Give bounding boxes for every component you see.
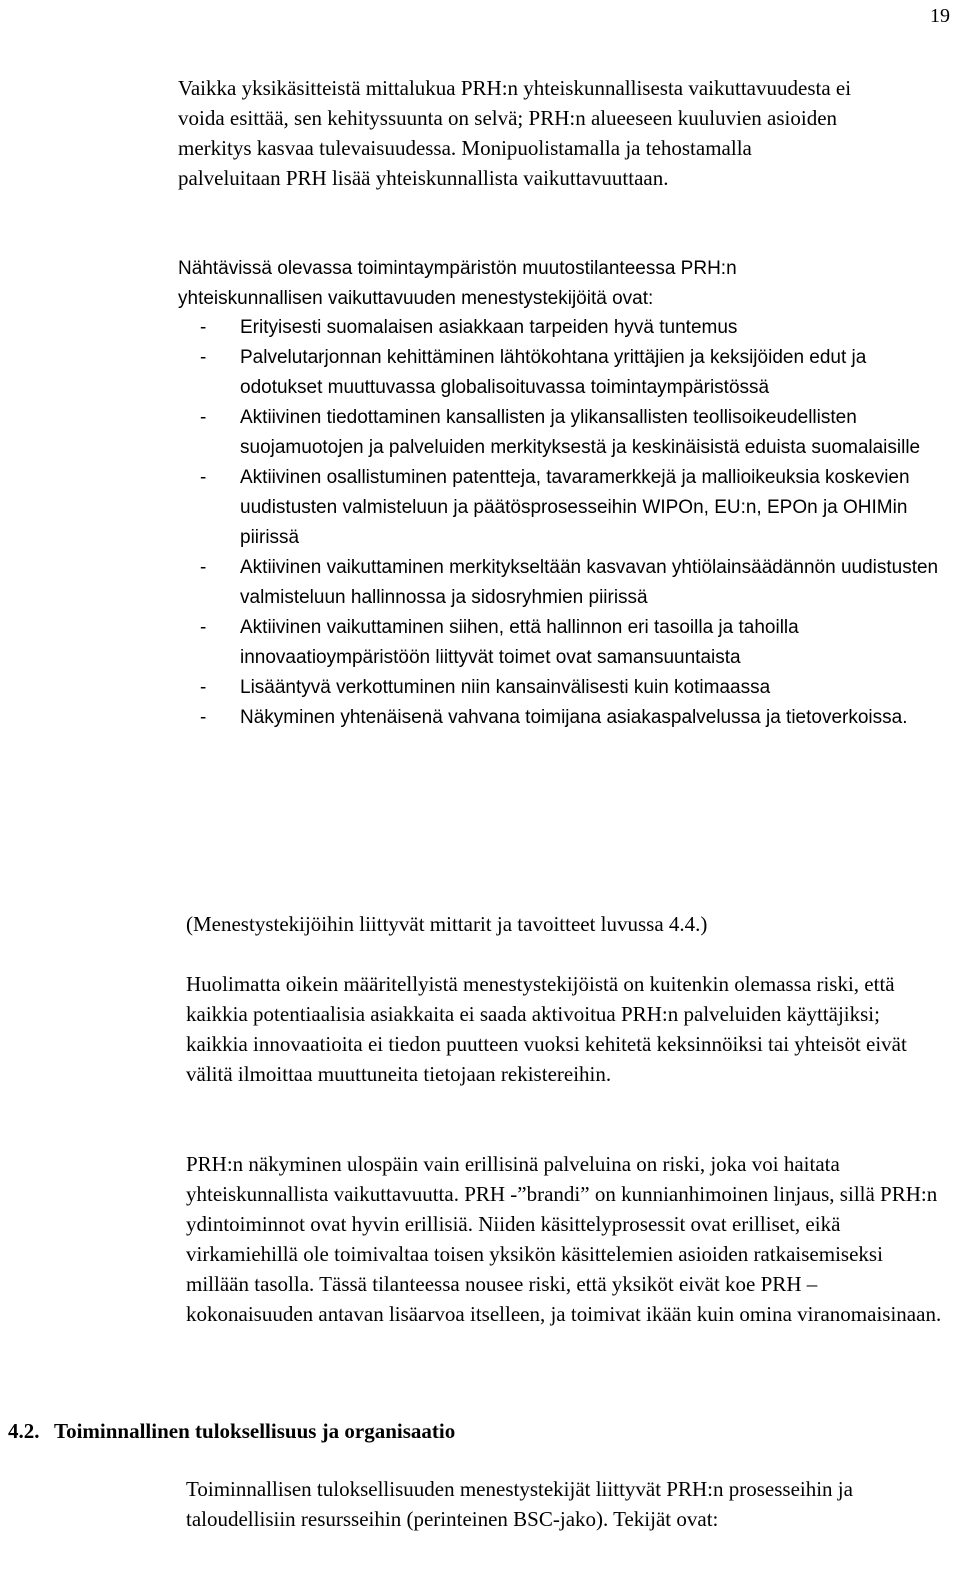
list-item-text: Aktiivinen vaikuttaminen merkitykseltään kasvavan yhtiölainsäädännön uudistusten valmisteluun hallinnossa ja sidosryhmien piirissä (240, 557, 939, 608)
list-item (200, 553, 940, 613)
list-bullet: - (200, 677, 207, 698)
list-item-text: Palvelutarjonnan kehittäminen lähtökohtana yrittäjien ja keksijöiden edut ja odotukset muuttuvassa globalisoituvassa toimintaympäristössä (240, 347, 867, 398)
risk-customers-text: Huolimatta oikein määritellyistä menestystekijöistä on kuitenkin olemassa riski, että kaikkia potentiaalisia asiakkaita ei saada aktivoitua PRH:n palveluiden käyttäjiksi; kaikkia innovaatioita ei tiedon puutteen vuoksi kehitetä keksinnöiksi tai yhteisöt eivät välitä ilmoittaa muuttuneita tietojaan rekistereihin. (186, 972, 907, 1086)
list-item (200, 343, 940, 403)
section-number: 4.2. (8, 1419, 40, 1443)
list-item (200, 613, 940, 673)
list-item (200, 313, 940, 343)
success-factors-list (200, 313, 940, 733)
impact-summary-paragraph (178, 73, 858, 193)
list-bullet: - (200, 467, 207, 488)
list-item-text: Aktiivinen tiedottaminen kansallisten ja ylikansallisten teollisoikeudellisten suojamuotojen ja palveluiden merkityksestä ja keskinäisistä eduista suomalaisille (240, 407, 921, 458)
list-item-text: Erityisesti suomalaisen asiakkaan tarpeiden hyvä tuntemus (240, 317, 738, 338)
list-item (200, 463, 940, 553)
list-item-text: Aktiivinen osallistuminen patentteja, tavaramerkkejä ja mallioikeuksia koskevien uudistusten valmisteluun ja päätösprosesseihin WIPOn, EU:n, EPOn ja OHIMin piirissä (240, 467, 910, 548)
list-item (200, 673, 940, 703)
risk-customers-paragraph (186, 969, 926, 1089)
section-heading (8, 1416, 455, 1446)
list-item (200, 403, 940, 463)
success-factors-intro-paragraph (178, 254, 878, 314)
list-bullet: - (200, 617, 207, 638)
list-bullet: - (200, 557, 207, 578)
list-item-text: Aktiivinen vaikuttaminen siihen, että hallinnon eri tasoilla ja tahoilla innovaatioympäristöön liittyvät toimet ovat samansuuntaista (240, 617, 799, 668)
list-item (200, 703, 940, 733)
operational-intro-text: Toiminnallisen tuloksellisuuden menestystekijät liittyvät PRH:n prosesseihin ja taloudellisiin resursseihin (perinteinen BSC-jako). Tekijät ovat: (186, 1477, 853, 1531)
list-bullet: - (200, 407, 207, 428)
page-number: 19 (930, 5, 950, 27)
metrics-reference-paragraph (186, 909, 886, 939)
list-item-text: Näkyminen yhtenäisenä vahvana toimijana asiakaspalvelussa ja tietoverkoissa. (240, 707, 908, 728)
list-bullet: - (200, 707, 207, 728)
operational-intro-paragraph (186, 1474, 886, 1534)
success-factors-intro-text: Nähtävissä olevassa toimintaympäristön muutostilanteessa PRH:n yhteiskunnallisen vaikuttavuuden menestystekijöitä ovat: (178, 258, 737, 309)
section-title: Toiminnallinen tuloksellisuus ja organisaatio (54, 1419, 456, 1443)
risk-separate-services-text: PRH:n näkyminen ulospäin vain erillisinä palveluina on riski, joka voi haitata yhteiskunnallista vaikuttavuutta. PRH -”brandi” on kunnianhimoinen linjaus, sillä PRH:n ydintoiminnot ovat hyvin erillisiä. Niiden käsittelyprosessit ovat erilliset, eikä virkamiehillä ole toimivaltaa toisen yksikön käsittelemien asioiden ratkaisemiseksi millään tasolla. Tässä tilanteessa nousee riski, että yksiköt eivät koe PRH – kokonaisuuden antavan lisäarvoa itselleen, ja toimivat ikään kuin omina viranomaisinaan. (186, 1152, 942, 1326)
impact-summary-text: Vaikka yksikäsitteistä mittalukua PRH:n yhteiskunnallisesta vaikuttavuudesta ei voida esittää, sen kehityssuunta on selvä; PRH:n alueeseen kuuluvien asioiden merkitys kasvaa tulevaisuudessa. Monipuolistamalla ja tehostamalla palveluitaan PRH lisää yhteiskunnallista vaikuttavuuttaan. (178, 76, 852, 190)
list-bullet: - (200, 317, 207, 338)
risk-separate-services-paragraph (186, 1149, 946, 1329)
list-bullet: - (200, 347, 207, 368)
metrics-reference-text: (Menestystekijöihin liittyvät mittarit ja tavoitteet luvussa 4.4.) (186, 912, 708, 936)
list-item-text: Lisääntyvä verkottuminen niin kansainvälisesti kuin kotimaassa (240, 677, 771, 698)
